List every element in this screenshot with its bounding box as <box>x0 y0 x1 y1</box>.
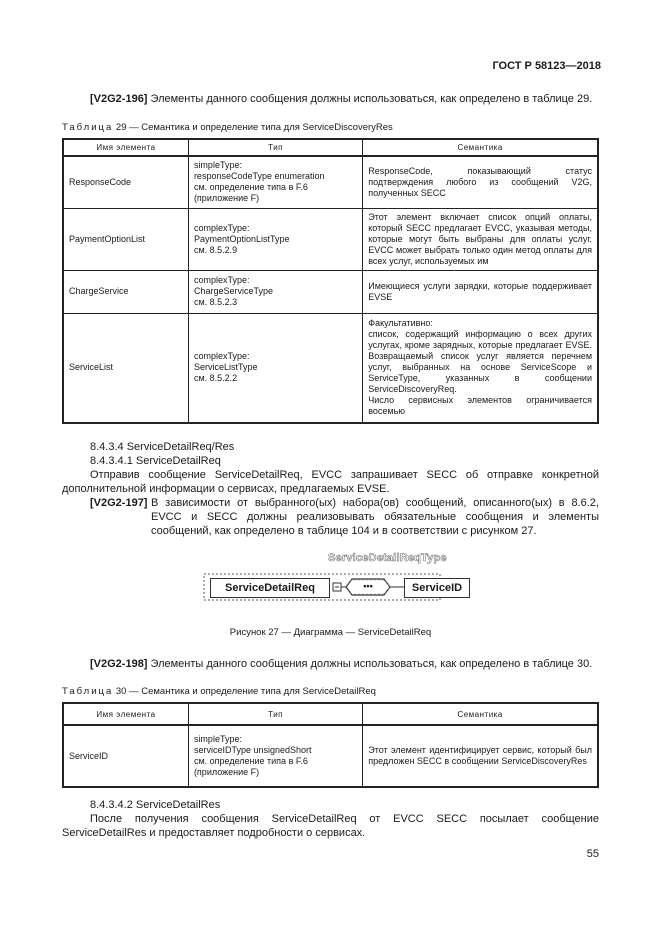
subsection-heading: 8.4.3.4.2 ServiceDetailRes <box>90 799 221 811</box>
requirement-ref: [V2G2-198] <box>90 658 148 670</box>
caption-text: 29 — Семантика и определение типа для ServiceDiscoveryRes <box>113 122 393 133</box>
cell-name: ServiceList <box>63 313 188 423</box>
cell-type: complexType: ChargeServiceType см. 8.5.2.3 <box>188 270 362 313</box>
figure-27-caption: Рисунок 27 — Диаграмма — ServiceDetailReq <box>229 627 432 638</box>
caption-text: 30 — Семантика и определение типа для ServiceDetailReq <box>113 686 376 697</box>
section-paragraph: После получения сообщения ServiceDetailReq от EVCC SECC посылает сообщение ServiceDetailRes и предоставляет подробности о сервисах. <box>62 813 599 839</box>
cell-type: simpleType: serviceIDType unsignedShort см. определение типа в F.6 (приложение F) <box>188 725 362 787</box>
caption-word: Таблица <box>62 686 114 697</box>
table-header-row <box>63 703 598 725</box>
cell-name: ResponseCode <box>63 156 188 208</box>
page-number: 55 <box>586 848 599 860</box>
cell-type: complexType: PaymentOptionListType см. 8.5.2.9 <box>188 208 362 270</box>
sequence-icon: ••• <box>363 581 373 591</box>
table-header-row <box>63 139 598 156</box>
cell-type: complexType: ServiceListType см. 8.5.2.2 <box>188 313 362 423</box>
document-header: ГОСТ Р 58123—2018 <box>492 60 601 72</box>
section-heading: 8.4.3.4 ServiceDetailReq/Res <box>90 441 235 453</box>
header-name: Имя элемента <box>63 703 188 725</box>
cell-type: simpleType: responseCodeType enumeration см. определение типа в F.6 (приложение F) <box>188 156 362 208</box>
right-element-box: ServiceID <box>404 578 470 598</box>
cell-semantics: Имеющиеся услуги зарядки, которые поддерживает EVSE <box>363 270 598 313</box>
type-label: ServiceDetailReqType <box>328 552 447 564</box>
table-row <box>63 208 598 270</box>
table-30 <box>62 702 599 788</box>
cell-semantics: Факультативно: список, содержащий информацию о всех других услугах, кроме зарядных, которые предлагает EVSE. Возвращаемый список услуг является перечнем услуг, выбранных на основе ServiceScope и ServiceType, указанных в сообщении ServiceDiscoveryReq. Число сервисных элементов ограничивается восемью <box>363 313 598 423</box>
section-paragraph: Отправив сообщение ServiceDetailReq, EVCC запрашивает SECC об отправке конкретной дополнительной информации о сервисах, предлагаемых EVSE. <box>62 469 599 495</box>
cell-name: ChargeService <box>63 270 188 313</box>
table-row <box>63 156 598 208</box>
requirement-text: В зависимости от выбранного(ых) набора(ов) сообщений, описанного(ых) в 8.6.2, EVCC и SECC должны реализовывать обязательные сообщения и элементы сообщений, как определено в таблице 104 и в соответствии с рисунком 27. <box>151 497 599 537</box>
header-type: Тип <box>188 139 362 156</box>
header-semantics: Семантика <box>363 703 598 725</box>
requirement-197 <box>90 496 599 538</box>
header-type: Тип <box>188 703 362 725</box>
requirement-text: Элементы данного сообщения должны использоваться, как определено в таблице 30. <box>147 658 593 670</box>
requirement-ref: [V2G2-197] <box>90 497 148 509</box>
header-name: Имя элемента <box>63 139 188 156</box>
requirement-198 <box>90 657 605 671</box>
requirement-196 <box>90 92 605 106</box>
header-semantics: Семантика <box>363 139 598 156</box>
cell-semantics: Этот элемент идентифицирует сервис, который был предложен SECC в сообщении ServiceDiscoveryRes <box>363 725 598 787</box>
table-30-caption <box>62 686 376 697</box>
cell-name: PaymentOptionList <box>63 208 188 270</box>
table-row <box>63 725 598 787</box>
cell-semantics: ResponseCode, показывающий статус подтверждения любого из сообщений V2G, полученных SECC <box>363 156 598 208</box>
table-29-caption <box>62 122 393 133</box>
left-element-box: ServiceDetailReq <box>210 578 330 598</box>
cell-name: ServiceID <box>63 725 188 787</box>
requirement-text: Элементы данного сообщения должны использоваться, как определено в таблице 29. <box>147 93 593 105</box>
table-row <box>63 270 598 313</box>
table-29 <box>62 138 599 424</box>
caption-word: Таблица <box>62 122 114 133</box>
cell-semantics: Этот элемент включает список опций оплаты, который SECC предлагает EVCC, указывая методы, которые могут быть выбраны для оплаты услуг. EVCC может выбрать только один метод оплаты для всех услуг, используемых им <box>363 208 598 270</box>
requirement-ref: [V2G2-196] <box>90 93 148 105</box>
subsection-heading: 8.4.3.4.1 ServiceDetailReq <box>90 455 221 467</box>
figure-27-diagram <box>200 550 463 610</box>
table-row <box>63 313 598 423</box>
